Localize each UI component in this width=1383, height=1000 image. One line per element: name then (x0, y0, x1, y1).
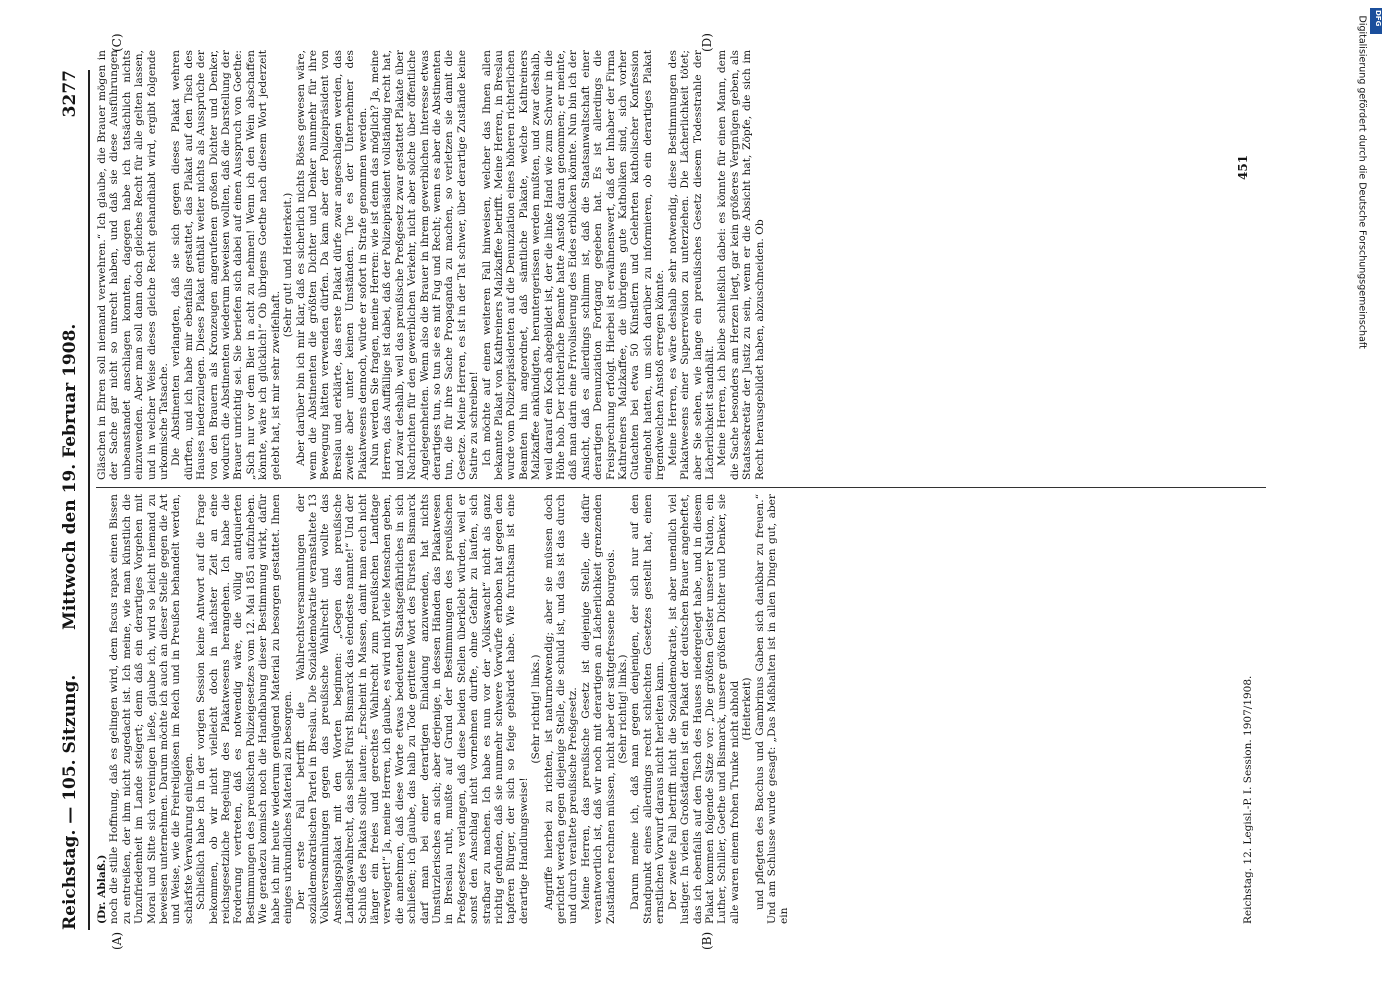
header-left: Reichstag. — 105. Sitzung. (60, 674, 80, 930)
header-date: Mittwoch den 19. Februar 1908. (60, 323, 80, 630)
page-number: 3277 (60, 70, 80, 118)
remark: (Heiterkeit) (741, 677, 754, 741)
remark: (Sehr gut! und Heiterkeit.) (282, 192, 295, 338)
remark: (Sehr richtig! links.) (617, 654, 630, 764)
digitization-credit (1352, 15, 1368, 640)
paragraph: Der zweite Fall betrifft nicht die Sozialdemokratie, ist aber unendlich viel lustiger. In vielen Großstädten ist ein Plakat der deutschen Brauer angeheftet, das ich ebenfalls auf den Tisch des Hauses niedergelegt habe, und in diesem Plakat kommen folgende Sätze vor: „Die größten Geister unserer Nation, ein Luther, Schiller, Goethe und Bismarck, unsere größten Dichter und Denker, sie alle waren einem frohen Trunke nicht abhold (666, 494, 741, 924)
paragraph: Meine Herren, es wäre deshalb sehr notwendig, diese Bestimmungen des Plakatwesens einer Superrevision zu unterziehen. Die Lächerlichkeit tötet; aber Sie sehen, wie lange ein preußisches Gesetz diesem Todesstrahle der Lächerlichkeit standhält. (666, 50, 716, 480)
left-column (96, 494, 791, 924)
paragraph: Gläschen in Ehren soll niemand verwehren.“ Ich glaube, die Brauer mögen in der Sache gar nicht so unrecht haben, und daß sie diese Ausführungen unbeanstandet anschlagen konnten, dagegen habe ich tatsächlich nichts einzuwenden. Aber man soll dann doch gleiches Recht für alle gelten lassen, und in welcher Weise dieses gleiche Recht gehandhabt wird, ergibt folgende urkomische Tatsache. (96, 50, 171, 480)
paragraph: Der erste Fall betrifft die Wahlrechtsversammlungen der sozialdemokratischen Partei in Breslau. Die Sozialdemokratie veranstaltete 13 Volksversammlungen gegen das preußische Wahlrecht und wollte das Anschlagsplakat mit den Worten beginnen: „Gegen das preußische Landtagswahlrecht, das selbst Fürst Bismarck das elendeste nannte!“ Und der Schluß des Plakats sollte lauten: „Erscheint in Massen, damit man euch nicht länger ein freies und gerechtes Wahlrecht zum preußischen Landtage verweigert!“ Ja, meine Herren, ich glaube, es wird nicht viele Menschen geben, die annehmen, daß diese Worte etwas bedeutend Staatsgefährliches in sich schließen; ich glaube, das halb zu Tode gerittene Wort des Fürsten Bismarck darf man bei einer derartigen Einladung anzuwenden, hat nichts Umstürzlerisches an sich; aber derjenige, in dessen Händen das Plakatwesen in Breslau ruht, mußte auf Grund der Bestimmungen des preußischen Preßgesetzes verlangen, daß diese beiden Stellen überklebt würden, weil er sonst den Anschlag nicht vornehmen durfte, ohne Gefahr zu laufen, sich strafbar zu machen. Ich habe es nun vor der „Volkswacht“ nicht als ganz richtig gefunden, daß sie nunmehr schwere Vorwürfe erhoben hat gegen den tapferen Bürger, der sich so feige gebärdet habe. Wie furchtsam ist eine derartige Handlungsweise! (294, 494, 530, 924)
paragraph: Meine Herren, das preußische Gesetz ist diejenige Stelle, die dafür verantwortlich ist, daß wir noch mit derartigen an Lächerlichkeit grenzenden Zuständen rechnen müssen, nicht aber der sattgefressene Bourgeois. (579, 494, 617, 924)
margin-marker-c: (C) (110, 33, 124, 52)
header-rule (88, 70, 90, 930)
paragraph: Die Abstinenten verlangten, daß sie sich gegen dieses Plakat wehren dürften, und ich habe mir ebenfalls gestattet, das Plakat auf den Tisch des Hauses niederzulegen. Dieses Plakat enthält weiter nichts als Aussprüche der von den Brauern als Kronzeugen angerufenen großen Dichter und Denker, wodurch die Abstinenten wiederum beweisen wollten, daß die Darstellung der Brauer unrichtig sei. Sie beriefen sich dabei auf einen Ausspruch von Goethe: „Sich nur vor dem Bier in acht zu nehmen! Wenn ich den Wein abschaffen könnte, wäre ich glücklich!“ Ob übrigens Goethe nach diesem Wort jederzeit gelebt hat, ist mir sehr zweifelhaft. (170, 50, 282, 480)
paragraph: und pflegten des Bacchus und Gambrinus Gaben sich dankbar zu freuen.“ Und am Schlusse wurde gesagt: „Das Maßhalten ist in allen Dingen gut, aber ein (753, 494, 791, 924)
dfg-logo (1370, 8, 1382, 34)
paragraph: Aber darüber bin ich mir klar, daß es sicherlich nichts Böses gewesen wäre, wenn die Abstinenten die größten Dichter und Denker nunmehr für ihre Bewegung hätten verwenden dürfen. Da kam aber der Polizeipräsident von Breslau und erklärte, das erste Plakat dürfe zwar angeschlagen werden, das zweite aber unter keinen Umständen. Tue es der Unternehmer des Plakatwesens dennoch, würde er sofort in Strafe genommen werden. (294, 50, 369, 480)
right-column (96, 50, 766, 480)
footer-session: Reichstag. 12. Legisl.-P. I. Session. 1907/1908. (1242, 675, 1254, 924)
paragraph: Darum meine ich, daß man gegen denjenigen, der sich nur auf den Standpunkt eines allerdings recht schlechten Gesetzes gestellt hat, einen ernstlichen Vorwurf daraus nicht herleiten kann. (629, 494, 667, 924)
paragraph: Meine Herren, ich bleibe schließlich dabei: es könnte für einen Mann, dem die Sache besonders am Herzen liegt, gar kein größeres Vergnügen geben, als Staatssekretär der Justiz zu sein, wenn er die Absicht hat, Zöpfe, die sich im Recht herausgebildet haben, abzuschneiden. Ob (716, 50, 766, 480)
footer-sheet-number: 451 (1236, 154, 1250, 180)
remark: (Sehr richtig! links.) (530, 654, 543, 764)
speaker-label: (Dr. Ablaß.) (96, 854, 108, 924)
margin-marker-b: (B) (700, 931, 714, 950)
paragraph: Schließlich habe ich in der vorigen Session keine Antwort auf die Frage bekommen, ob wir nicht vielleicht doch in nächster Zeit an eine reichsgesetzliche Regelung des Plakatwesens herangehen. Ich habe die Forderung vertreten, daß es notwendig wäre, die völlig antiquierten Bestimmungen des preußischen Polizeigesetzes vom 12. Mai 1851 aufzuheben. Wie geradezu komisch noch die Handhabung dieser Bestimmung wirkt, dafür habe ich mir heute wiederum genügend Material zu besorgen gestattet. Ihnen einiges urkundliches Material zu besorgen. (195, 494, 295, 924)
paragraph: Nun werden Sie fragen, meine Herren: wie ist denn das möglich? Ja, meine Herren, das Auffällige ist dabei, daß der Polizeipräsident vollständig recht hat, und zwar deshalb, weil das preußische Preßgesetz zwar gestattet Plakate über Nachrichten für den gewerblichen Verkehr, nicht aber solche über öffentliche Angelegenheiten. Wenn also die Brauer in ihrem gewerblichen Interesse etwas derartiges tun, so tun sie es mit Fug und Recht; wenn es aber die Abstinenten tun, die für ihre Sache Propaganda zu machen, so verletzen sie damit die Gesetze. Meine Herren, es ist in der Tat schwer, über derartige Zustände keine Satire zu schreiben! (368, 50, 481, 480)
credit-text: Digitalisierung gefördert durch die Deutsche Forschungsgemeinschaft (1356, 15, 1368, 349)
margin-marker-d: (D) (700, 33, 714, 52)
logo-text: DFG (1374, 10, 1382, 27)
page-header (60, 70, 84, 930)
paragraph: Angriffe hierbei zu richten, ist naturnotwendig; aber sie müssen doch gerichtet werden gegen diejenige Stelle, die schuld ist, und das ist das durch und durch veraltete preußische Preßgesetz. (542, 494, 580, 924)
paragraph: Ich möchte auf einen weiteren Fall hinweisen, welcher das Ihnen allen bekannte Plakat von Kathreiners Malzkaffee betrifft. Meine Herren, in Breslau wurde vom Polizeipräsidenten auf die Denunziation eines höheren richterlichen Beamten hin angeordnet, daß sämtliche Plakate, welche Kathreiners Malzkaffee ankündigten, heruntergerissen werden mußten, und zwar deshalb, weil darauf ein Koch abgebildet ist, der die linke Hand wie zum Schwur in die Höhe hob. Der richterliche Beamte hatte Anstoß daran genommen; er meinte, daß man darin eine Frivolisierung des Eides erblicken könnte. Nun bin ich der Ansicht, daß es allerdings schlimm ist, daß die Staatsanwaltschaft einer derartigen Denunziation Fortgang gegeben hat. Es ist allerdings die Freisprechung erfolgt. Hierbei ist erwähnenswert, daß der Inhaber der Firma Kathreiners Malzkaffee, die übrigens gute Katholiken sind, sich vorher Gutachten bei etwa 50 Künstlern und Gelehrten katholischer Konfession eingeholt hatten, um sich darüber zu informieren, ob ein derartiges Plakat irgendwelchen Anstoß erregen könnte. (480, 50, 667, 480)
paragraph: noch die stille Hoffnung, daß es gelingen wird, dem fiscus rapax einen Bissen zu entreißen, der ihm nicht zugedacht ist. Ich meine, wie man künstlich die Unzufriedenheit im Lande steigert; denn daß ein derartiges Vorgehen mit Moral und Sitte sich vereinigen ließe, glaube ich, wird so leicht niemand zu beweisen unternehmen. Darum möchte ich auch an dieser Stelle gegen die Art und Weise, wie die Freireligiösen im Reich und in Preußen behandelt werden, schärfste Verwahrung einlegen. (108, 494, 195, 924)
margin-marker-a: (A) (110, 931, 124, 950)
column-separator (96, 487, 1266, 488)
